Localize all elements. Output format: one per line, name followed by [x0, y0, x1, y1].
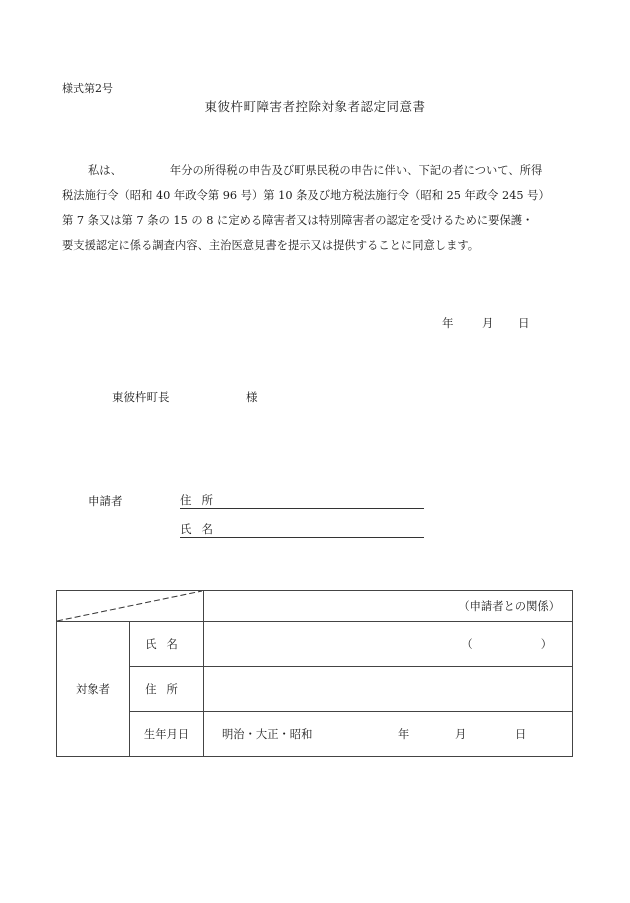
- relation-paren-close: ）: [540, 638, 552, 651]
- subject-table: [56, 590, 573, 757]
- date-line: [442, 315, 530, 331]
- consent-line-2: 税法施行令（昭和 40 年政令第 96 号）第 10 条及び地方税法施行令（昭和 25 年政令 245 号）: [62, 189, 550, 202]
- era-options: 明治・大正・昭和: [222, 728, 313, 741]
- consent-line-1-text: 年分の所得税の申告及び町県民税の申告に伴い、下記の者について、所得: [169, 164, 543, 177]
- consent-line-4: 要支援認定に係る調査内容、主治医意見書を提示又は提供することに同意します。: [62, 239, 480, 252]
- subject-dob-field[interactable]: [204, 712, 573, 757]
- honorific: 様: [246, 390, 258, 404]
- addressee: 東彼杵町長: [112, 390, 170, 404]
- applicant-address-label: 住所: [180, 493, 223, 507]
- consent-lead: 私は、: [88, 164, 122, 177]
- date-month[interactable]: 月: [482, 316, 494, 330]
- applicant-address-field[interactable]: [180, 492, 424, 509]
- date-day[interactable]: 日: [518, 316, 530, 330]
- consent-line-3: 第 7 条又は第 7 条の 15 の 8 に定める障害者又は特別障害者の認定を受けるために要保護・: [62, 214, 534, 227]
- relation-paren-open: （: [461, 638, 473, 651]
- applicant-name-label: 氏名: [180, 522, 223, 536]
- diagonal-header-cell: [57, 591, 204, 622]
- date-year[interactable]: 年: [442, 316, 454, 330]
- subject-name-label: 氏名: [130, 622, 204, 667]
- subject-address-field[interactable]: [204, 667, 573, 712]
- consent-line-1: [62, 158, 582, 183]
- dob-year: 年: [398, 728, 410, 741]
- consent-paragraph: [62, 158, 582, 258]
- form-number: 様式第2号: [62, 82, 113, 95]
- subject-dob-label: 生年月日: [130, 712, 204, 757]
- subject-name-field[interactable]: [204, 622, 573, 667]
- dob-day: 日: [515, 728, 527, 741]
- subject-address-label: 住所: [130, 667, 204, 712]
- relation-header: （申請者との関係）: [204, 591, 573, 622]
- applicant-name-field[interactable]: [180, 521, 424, 538]
- subject-label: 対象者: [57, 622, 130, 757]
- dob-month: 月: [455, 728, 467, 741]
- document-title: 東彼杵町障害者控除対象者認定同意書: [204, 99, 426, 114]
- applicant-label: 申請者: [88, 494, 123, 508]
- diagonal-line: [57, 591, 202, 621]
